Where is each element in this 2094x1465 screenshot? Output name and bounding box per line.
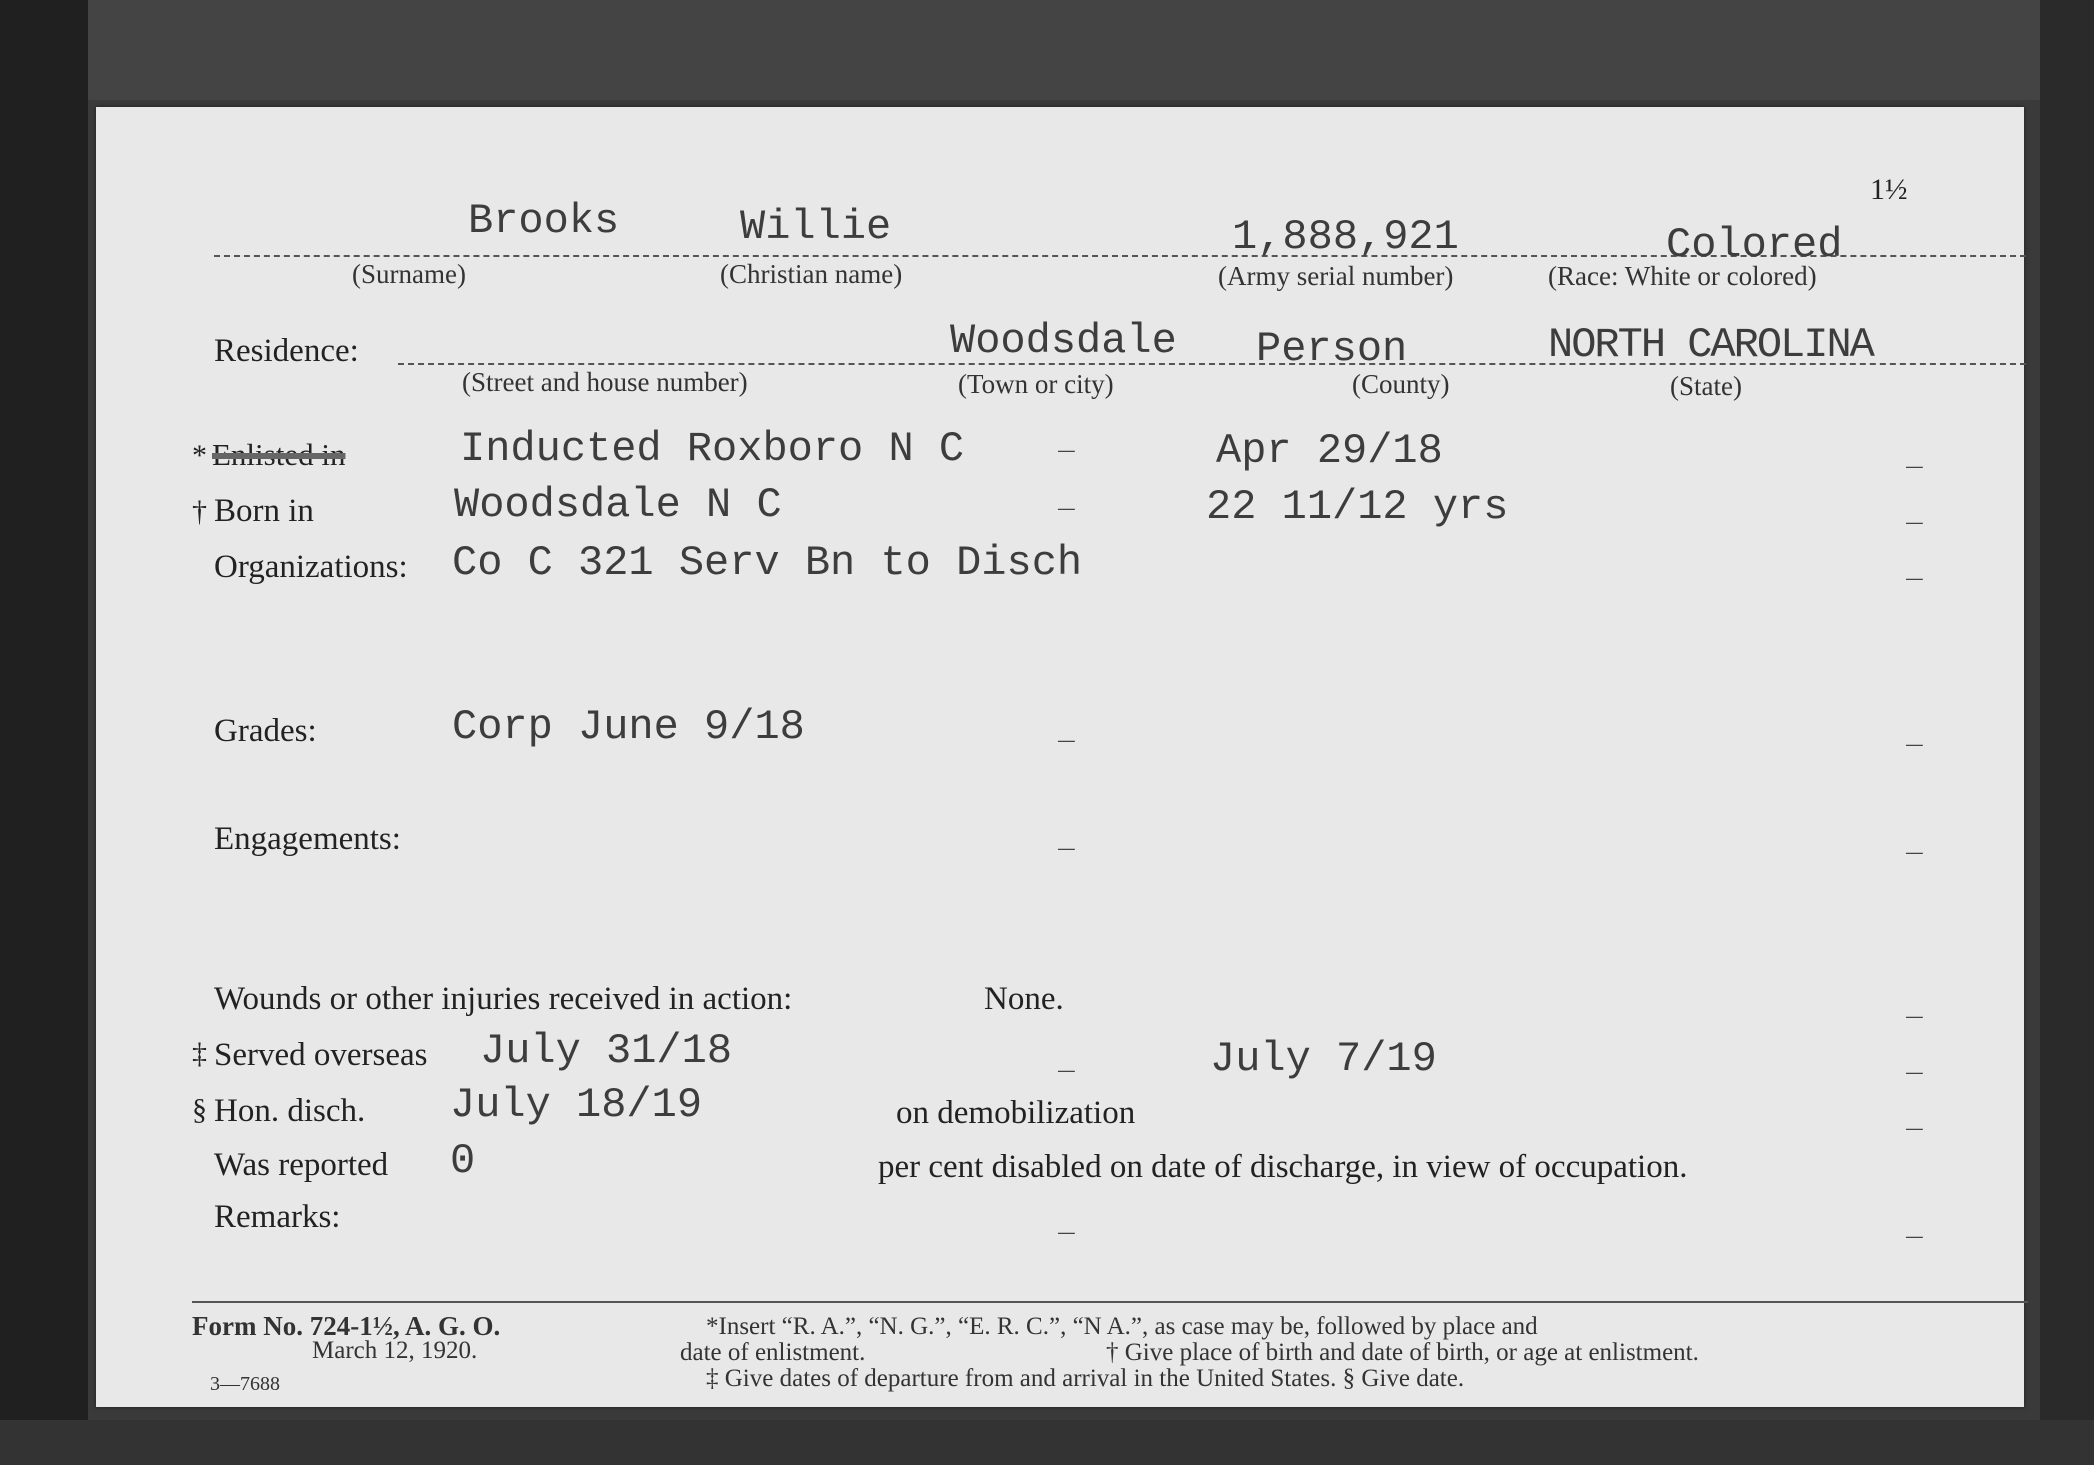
discharge-date-value: July 18/19 bbox=[450, 1081, 703, 1129]
footer-note-1: *Insert “R. A.”, “N. G.”, “E. R. C.”, “N A.”, as case may be, followed by place and bbox=[706, 1313, 1538, 1340]
footer-note-2b: † Give place of birth and date of birth, or age at enlistment. bbox=[1106, 1339, 1699, 1366]
born-value: Woodsdale N C bbox=[454, 481, 782, 529]
surname-value: Brooks bbox=[468, 197, 620, 245]
born-age-value: 22 11/12 yrs bbox=[1206, 483, 1509, 531]
remarks-dash-mid: _ bbox=[1058, 1209, 1075, 1240]
grades-label: Grades: bbox=[214, 713, 317, 749]
race-value: Colored bbox=[1666, 221, 1843, 269]
discharge-dash-end: _ bbox=[1906, 1105, 1923, 1136]
enlisted-mark: * bbox=[192, 439, 207, 472]
organizations-value: Co C 321 Serv Bn to Disch bbox=[452, 539, 1083, 587]
enlisted-dash-mid: _ bbox=[1058, 427, 1075, 458]
discharge-mark: § bbox=[192, 1093, 207, 1126]
reported-note: per cent disabled on date of discharge, in view of occupation. bbox=[878, 1149, 1688, 1185]
scan-left-margin bbox=[0, 0, 88, 1465]
footer-rule bbox=[192, 1301, 2028, 1303]
reported-value: 0 bbox=[450, 1137, 476, 1185]
card-corner-mark: 1½ bbox=[1870, 173, 1908, 206]
race-label: (Race: White or colored) bbox=[1548, 261, 1817, 291]
residence-state-value: NORTH CAROLINA bbox=[1548, 321, 1873, 369]
overseas-dash-mid: _ bbox=[1058, 1047, 1075, 1078]
residence-county-value: Person bbox=[1256, 325, 1408, 373]
overseas-mark: ‡ bbox=[192, 1037, 207, 1070]
christian-name-label: (Christian name) bbox=[720, 259, 903, 289]
born-dash-end: _ bbox=[1906, 499, 1923, 530]
scan-top-margin bbox=[0, 0, 2094, 100]
christian-name-value: Willie bbox=[740, 203, 892, 251]
wounds-value: None. bbox=[984, 981, 1064, 1017]
engagements-label: Engagements: bbox=[214, 821, 401, 857]
form-date: March 12, 1920. bbox=[312, 1337, 478, 1364]
grades-value: Corp June 9/18 bbox=[452, 703, 805, 751]
grades-dash-end: _ bbox=[1906, 721, 1923, 752]
county-label: (County) bbox=[1352, 369, 1450, 399]
discharge-note: on demobilization bbox=[896, 1095, 1136, 1131]
serial-number-value: 1,888,921 bbox=[1232, 213, 1459, 261]
footer-note-2a: date of enlistment. bbox=[680, 1339, 866, 1366]
wounds-dash-end: _ bbox=[1906, 993, 1923, 1024]
reported-label: Was reported bbox=[214, 1147, 389, 1183]
discharge-label: Hon. disch. bbox=[214, 1093, 366, 1129]
surname-label: (Surname) bbox=[352, 259, 466, 289]
scan-bottom-margin bbox=[0, 1420, 2094, 1465]
overseas-label: Served overseas bbox=[214, 1037, 428, 1073]
overseas-to-value: July 7/19 bbox=[1210, 1035, 1437, 1083]
town-label: (Town or city) bbox=[958, 369, 1114, 399]
organizations-label: Organizations: bbox=[214, 549, 408, 585]
grades-dash-mid: _ bbox=[1058, 717, 1075, 748]
form-number: Form No. 724-1½, A. G. O. bbox=[192, 1311, 501, 1341]
overseas-from-value: July 31/18 bbox=[480, 1027, 733, 1075]
enlisted-dash-end: _ bbox=[1906, 443, 1923, 474]
record-card bbox=[96, 107, 2024, 1407]
wounds-label: Wounds or other injuries received in action: bbox=[214, 981, 793, 1017]
scan-right-margin bbox=[2040, 0, 2094, 1465]
organizations-dash-end: _ bbox=[1906, 555, 1923, 586]
residence-town-value: Woodsdale bbox=[950, 317, 1177, 365]
residence-label: Residence: bbox=[214, 333, 359, 369]
overseas-dash-end: _ bbox=[1906, 1049, 1923, 1080]
street-label: (Street and house number) bbox=[462, 367, 748, 397]
remarks-label: Remarks: bbox=[214, 1199, 341, 1235]
born-dash-mid: _ bbox=[1058, 485, 1075, 516]
footer-note-3: ‡ Give dates of departure from and arrival in the United States. § Give date. bbox=[706, 1365, 1465, 1392]
engagements-dash-end: _ bbox=[1906, 829, 1923, 860]
enlisted-label: Enlisted in bbox=[212, 437, 346, 472]
born-mark: † bbox=[192, 495, 207, 528]
serial-number-label: (Army serial number) bbox=[1218, 261, 1454, 291]
remarks-dash-end: _ bbox=[1906, 1213, 1923, 1244]
born-label: Born in bbox=[214, 493, 314, 529]
state-label: (State) bbox=[1670, 371, 1742, 401]
engagements-dash-mid: _ bbox=[1058, 825, 1075, 856]
form-code: 3—7688 bbox=[210, 1373, 280, 1395]
enlisted-value: Inducted Roxboro N C bbox=[460, 425, 965, 473]
enlisted-date-value: Apr 29/18 bbox=[1216, 427, 1443, 475]
